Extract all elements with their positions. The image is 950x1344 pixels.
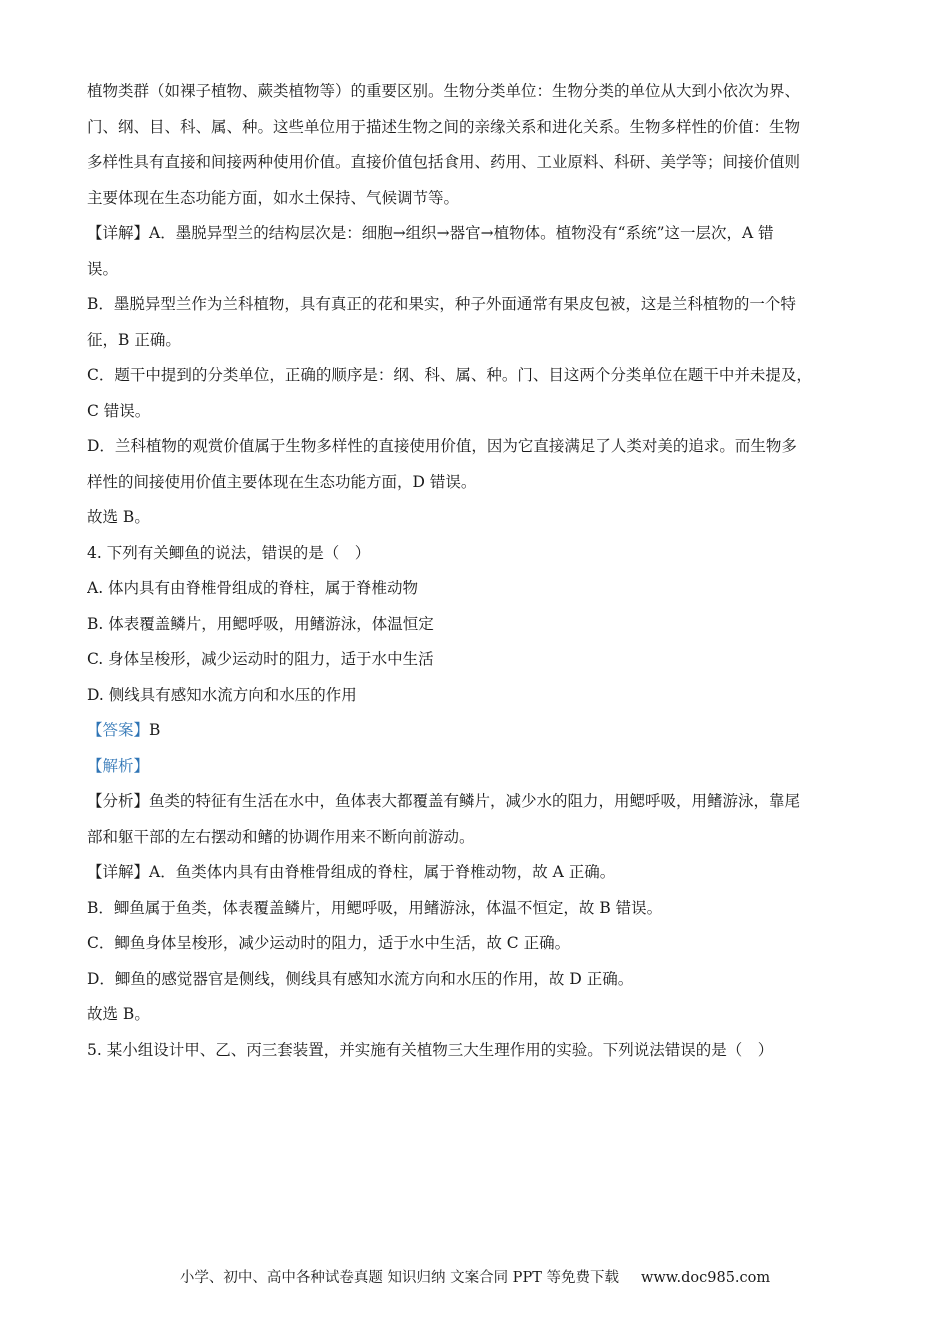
question-stem: 4. 下列有关鲫鱼的说法，错误的是（ ） bbox=[87, 543, 371, 562]
text-line: D．兰科植物的观赏价值属于生物多样性的直接使用价值，因为它直接满足了人类对美的追求。而生物多 bbox=[87, 437, 797, 455]
option-c: C. 身体呈梭形，减少运动时的阻力，适于水中生活 bbox=[87, 650, 434, 668]
text-line: 多样性具有直接和间接两种使用价值。直接价值包括食用、药用、工业原料、科研、美学等；间接价值则 bbox=[87, 153, 801, 171]
text-line: 【详解】A．鱼类体内具有由脊椎骨组成的脊柱，属于脊椎动物，故 A 正确。 bbox=[87, 863, 616, 881]
question-stem: 5. 某小组设计甲、乙、丙三套装置，并实施有关植物三大生理作用的实验。下列说法错误的是（ ） bbox=[87, 1040, 774, 1059]
text-line: 【分析】鱼类的特征有生活在水中，鱼体表大都覆盖有鳞片，减少水的阻力，用鳃呼吸，用鳍游泳，靠尾 bbox=[87, 792, 801, 810]
footer-text: 小学、初中、高中各种试卷真题 知识归纳 文案合同 PPT 等免费下载 bbox=[179, 1270, 619, 1286]
option-b: B. 体表覆盖鳞片，用鳃呼吸，用鳍游泳，体温恒定 bbox=[87, 614, 434, 633]
answer-line bbox=[87, 713, 865, 749]
answer-value: B bbox=[149, 721, 161, 739]
text-line: C．题干中提到的分类单位，正确的顺序是：纲、科、属、种。门、目这两个分类单位在题干中并未提及， bbox=[87, 366, 812, 384]
option-a: A. 体内具有由脊椎骨组成的脊柱，属于脊椎动物 bbox=[87, 579, 419, 597]
text-line: 故选 B。 bbox=[87, 1005, 150, 1023]
text-line: 部和躯干部的左右摆动和鳍的协调作用来不断向前游动。 bbox=[87, 827, 475, 846]
text-line: 故选 B。 bbox=[87, 508, 150, 526]
text-line: 主要体现在生态功能方面，如水土保持、气候调节等。 bbox=[87, 188, 460, 207]
document-body bbox=[87, 74, 865, 1068]
analysis-label: 【解析】 bbox=[87, 756, 150, 775]
footer-url[interactable]: www.doc985.com bbox=[640, 1270, 771, 1286]
text-line: 【详解】A．墨脱异型兰的结构层次是：细胞→组织→器官→植物体。植物没有“系统”这一层次，A 错 bbox=[87, 224, 774, 242]
text-line: 样性的间接使用价值主要体现在生态功能方面，D 错误。 bbox=[87, 472, 477, 491]
text-line: 植物类群（如裸子植物、蕨类植物等）的重要区别。生物分类单位：生物分类的单位从大到小依次为界、 bbox=[87, 82, 801, 100]
analysis-heading bbox=[87, 749, 865, 785]
option-d: D. 侧线具有感知水流方向和水压的作用 bbox=[87, 685, 357, 704]
text-line: B．墨脱异型兰作为兰科植物，具有真正的花和果实，种子外面通常有果皮包被，这是兰科植物的一个特 bbox=[87, 295, 796, 313]
text-line: C 错误。 bbox=[87, 401, 151, 420]
text-line: 征，B 正确。 bbox=[87, 330, 181, 349]
text-line: B．鲫鱼属于鱼类，体表覆盖鳞片，用鳃呼吸，用鳍游泳，体温不恒定，故 B 错误。 bbox=[87, 898, 663, 917]
page-footer bbox=[0, 1266, 950, 1287]
text-line: 误。 bbox=[87, 259, 119, 278]
text-line: C．鲫鱼身体呈梭形，减少运动时的阻力，适于水中生活，故 C 正确。 bbox=[87, 934, 571, 952]
text-line: 门、纲、目、科、属、种。这些单位用于描述生物之间的亲缘关系和进化关系。生物多样性的价值：生物 bbox=[87, 117, 801, 136]
text-line: D．鲫鱼的感觉器官是侧线，侧线具有感知水流方向和水压的作用，故 D 正确。 bbox=[87, 969, 634, 988]
answer-label: 【答案】 bbox=[87, 721, 150, 739]
